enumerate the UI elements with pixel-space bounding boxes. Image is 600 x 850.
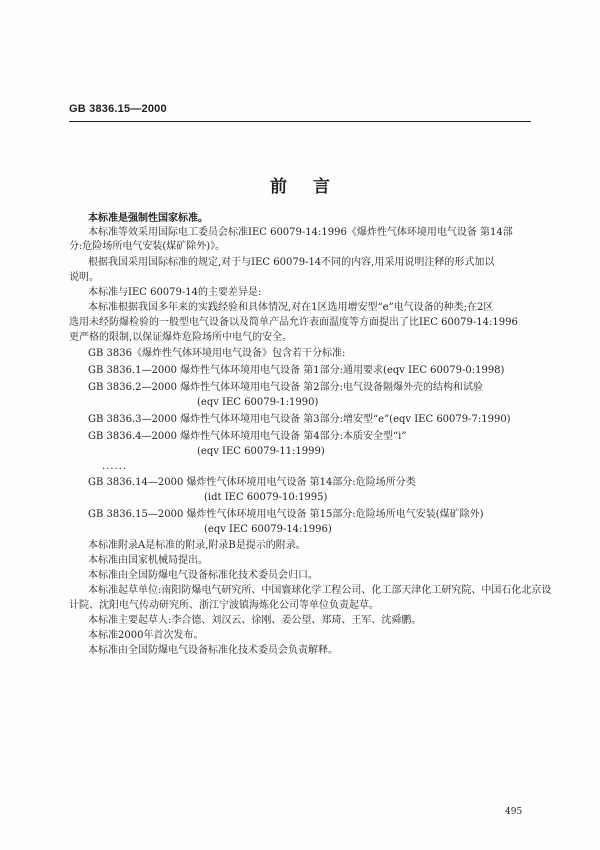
paragraph-line: 本标准与IEC 60079-14的主要差异是: [88,287,262,298]
standard-entry-ref: (eqv IEC 60079-1:1990) [197,397,319,408]
standard-entry-ref: (eqv IEC 60079-14:1996) [204,524,332,535]
paragraph-line: 分:危险场所电气安装(煤矿除外)》。 [69,241,226,252]
standard-entry: GB 3836.4—2000 爆炸性气体环境用电气设备 第4部分:本质安全型“i” [88,431,407,442]
standard-entry-ref: (eqv IEC 60079-11:1999) [197,446,325,457]
paragraph-line: 本标准由全国防爆电气设备标准化技术委员会负责解释。 [88,645,338,656]
paragraph-line: 计院、沈阳电气传动研究所、浙江宁波镇海炼化公司等单位负责起草。 [69,600,379,611]
standard-entry: GB 3836.14—2000 爆炸性气体环境用电气设备 第14部分:危险场所分类 [88,477,416,488]
paragraph-line: 本标准由全国防爆电气设备标准化技术委员会归口。 [88,570,318,581]
paragraph-line: 说明。 [69,272,99,283]
paragraph-line: 更严格的限制,以保证爆炸危险场所中电气的安全。 [69,332,293,343]
paragraph-line: 本标准根据我国多年来的实践经验和具体情况,对在1区选用增安型“e”电气设备的种类;在2区 [88,302,494,313]
standard-entry: GB 3836.15—2000 爆炸性气体环境用电气设备 第15部分:危险场所电气安装(煤矿除外) [88,509,484,520]
standard-entry: GB 3836.2—2000 爆炸性气体环境用电气设备 第2部分:电气设备隔爆外壳的结构和试验 [88,382,484,393]
paragraph-line: 本标准起草单位:南阳防爆电气研究所、中国寰球化学工程公司、化工部天津化工研究院、中国石化北京设 [88,585,552,596]
standard-entry: GB 3836.1—2000 爆炸性气体环境用电气设备 第1部分:通用要求(eqv IEC 60079-0:1998) [88,365,505,376]
paragraph-line: 根据我国采用国际标准的规定,对于与IEC 60079-14不同的内容,用采用说明注释的形式加以 [88,257,495,268]
paragraph-line: 本标准附录A是标准的附录,附录B是提示的附录。 [88,540,306,551]
paragraph-line: 本标准主要起草人:李合德、刘汉云、徐刚、姜公望、郑琦、王军、沈舜鹏。 [88,615,422,626]
standard-entry: GB 3836.3—2000 爆炸性气体环境用电气设备 第3部分:增安型“e”(eqv IEC 60079-7:1990) [88,414,511,425]
standard-entry-ref: (idt IEC 60079-10:1995) [204,492,328,503]
page-number: 495 [505,807,523,817]
header-rule [69,121,531,122]
paragraph-line: 选用未经防爆检验的一般型电气设备以及简单产品允许表面温度等方面提出了比IEC 60079-14:1996 [69,317,518,328]
paragraph-line: 本标准由国家机械局提出。 [88,555,208,566]
paragraph-line: 本标准2000年首次发布。 [88,630,204,641]
paragraph-line: 本标准等效采用国际电工委员会标准IEC 60079-14:1996《爆炸性气体环境用电气设备 第14部 [88,227,513,238]
paragraph-line: GB 3836《爆炸性气体环境用电气设备》包含若干分标准: [88,348,346,359]
ellipsis: ...... [102,461,128,472]
mandatory-statement: 本标准是强制性国家标准。 [88,213,208,224]
standard-code: GB 3836.15—2000 [69,103,167,115]
page-title: 前言 [270,177,356,197]
